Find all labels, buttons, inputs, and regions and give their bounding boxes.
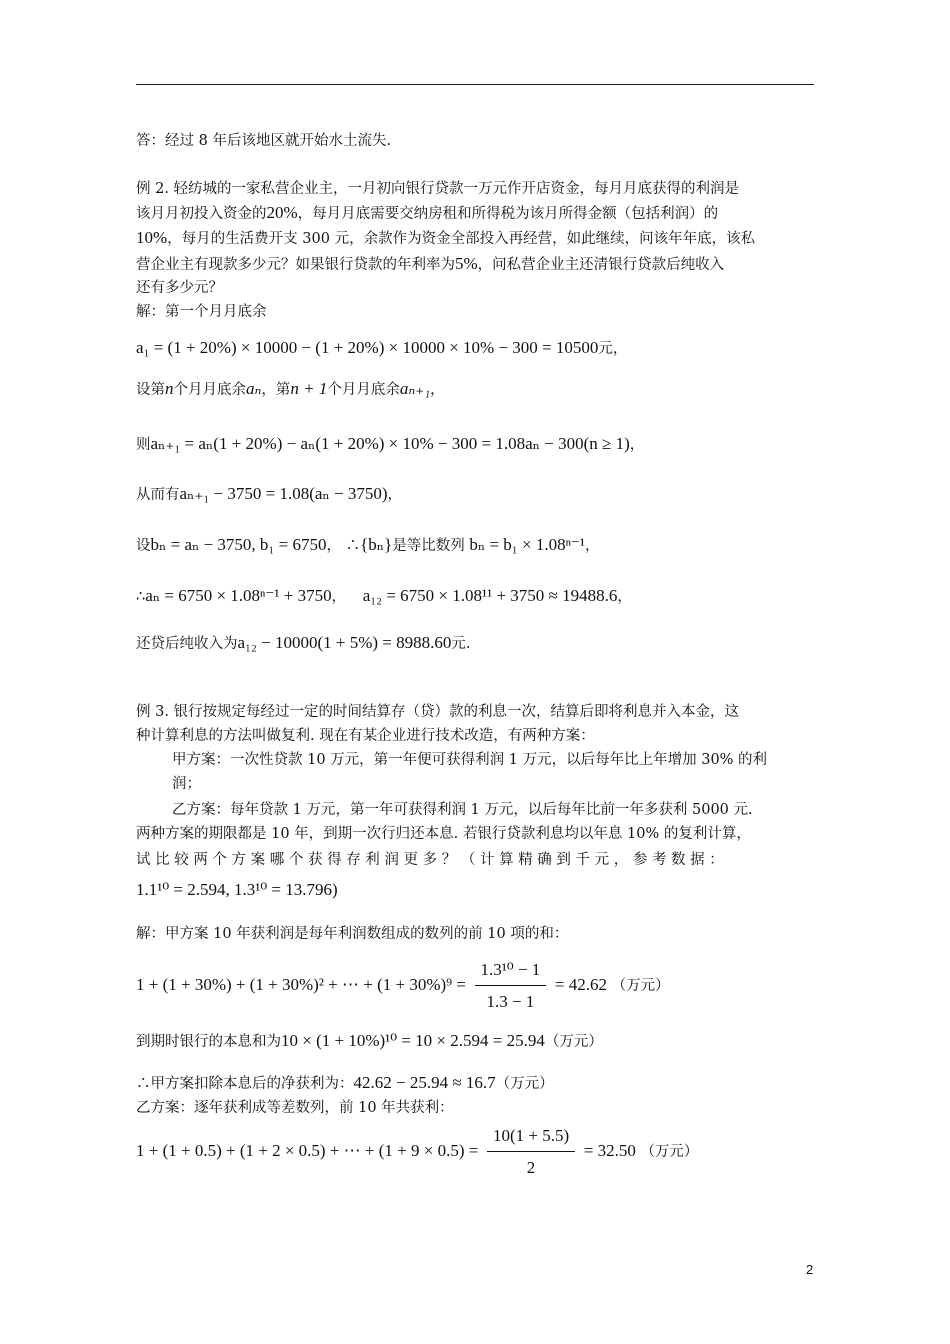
ex3-plan-a-2: 润； [172,776,201,792]
eq-interest: 10 × (1 + 10%)¹⁰ = 10 × 2.594 = 25.94 [281,1031,545,1050]
header-rule [136,84,814,85]
eq-a12: a₁₂ = 6750 × 1.08¹¹ + 3750 ≈ 19488.6 [362,586,618,605]
ex3-net-a-line: ∴甲方案扣除本息后的净获利为：42.62 − 25.94 ≈ 16.7（万元） [136,1073,554,1092]
answer-line: 答：经过 8 年后该地区就开始水土流失. [136,133,392,149]
ex3-plan-b-2: 乙方案：逐年获利成等差数列，前 10 年共获利： [136,1100,454,1116]
eq-bn-formula: bₙ = b₁ × 1.08ⁿ⁻¹ [469,535,585,554]
ex2-eq1-line: a₁ = (1 + 20%) × 10000 − (1 + 20%) × 10000 × 10% − 300 = 10500元， [136,338,628,357]
ex3-line-1: 例 3. 银行按规定每经过一定的时间结算存（贷）款的利息一次，结算后即将利息并入本金，这 [136,704,740,720]
eq-bn-def: bₙ = aₙ − 3750, b₁ = 6750 [150,535,327,554]
ex2-transform-line: 从而有aₙ₊₁ − 3750 = 1.08(aₙ − 3750)， [136,484,403,503]
page-number: 2 [806,1262,814,1277]
ex2-line-4: 营企业主有现款多少元？如果银行贷款的年利率为5%，问私营企业主还清银行贷款后纯收入 [136,254,725,273]
eq-a1: a₁ = (1 + 20%) × 10000 − (1 + 20%) × 10000 × 10% − 300 = 10500 [136,338,599,357]
pct-5: 5% [455,254,478,273]
ex3-interest-line: 到期时银行的本息和为10 × (1 + 10%)¹⁰ = 10 × 2.594 = 25.94（万元） [136,1031,603,1050]
ex2-solution-intro: 解：第一个月月底余 [136,304,267,320]
ex2-line-1: 例 2. 轻纺城的一家私营企业主，一月初向银行贷款一万元作开店资金，每月月底获得的利润是 [136,181,740,197]
ex3-plan-a-1: 甲方案：一次性贷款 10 万元，第一年便可获得利润 1 万元，以后每年比上年增加 30% 的利 [172,752,768,768]
ex2-bn-line: 设bₙ = aₙ − 3750, b₁ = 6750， ∴{bₙ}是等比数列 bₙ = b₁ × 1.08ⁿ⁻¹， [136,535,600,554]
ex2-line-5: 还有多少元？ [136,280,223,296]
eq-net-a: 42.62 − 25.94 ≈ 16.7 [353,1073,496,1092]
ex3-sum-a-line: 1 + (1 + 30%) + (1 + 30%)² + ⋯ + (1 + 30%)⁹ = $\frac{\text{1.3¹⁰ − 1}}{1.3 - 1}$ = 42.62 （万元） [136,958,670,1014]
sum-a-fraction: $\frac{\text{1.3¹⁰ − 1}}{1.3 - 1}$ [475,958,547,1014]
eq-an-formula: aₙ = 6750 × 1.08ⁿ⁻¹ + 3750 [145,586,332,605]
ex3-line-4: 试 比 较 两 个 方 案 哪 个 获 得 存 利 润 更 多 ？ （ 计 算 精 确 到 千 元 ， 参 考 数 据 ： [136,852,724,868]
ex2-line-3: 10%，每月的生活费开支 300 元，余款作为资金全部投入再经营，如此继续，问该年年底，该私 [136,228,756,247]
ex2-define-line: 设第n个月月底余aₙ，第n + 1个月月底余aₙ₊₁， [136,379,445,398]
ex3-reference-data: 1.1¹⁰ = 2.594, 1.3¹⁰ = 13.796) [136,880,338,899]
ex3-solution-a: 解：甲方案 10 年获利润是每年利润数组成的数列的前 10 项的和： [136,926,569,942]
ex2-an-line: ∴aₙ = 6750 × 1.08ⁿ⁻¹ + 3750， a₁₂ = 6750 × 1.08¹¹ + 3750 ≈ 19488.6， [136,586,632,605]
eq-net-income: a₁₂ − 10000(1 + 5%) = 8988.60 [237,633,452,652]
ex3-sum-b-line: 1 + (1 + 0.5) + (1 + 2 × 0.5) + ⋯ + (1 + 9 × 0.5) = $\frac{10(1 + 5.5)}{2}$ = 32.50 （万元） [136,1124,698,1180]
pct-20: 20% [266,203,298,222]
ex2-line-2: 该月月初投入资金的20%，每月月底需要交纳房租和所得税为该月所得金额（包括利润）的 [136,203,719,222]
ex2-recurrence-line: 则aₙ₊₁ = aₙ(1 + 20%) − aₙ(1 + 20%) × 10% − 300 = 1.08aₙ − 300(n ≥ 1)， [136,434,645,453]
ex2-repay-line: 还贷后纯收入为a₁₂ − 10000(1 + 5%) = 8988.60元. [136,633,471,652]
eq-transform: aₙ₊₁ − 3750 = 1.08(aₙ − 3750) [179,484,388,503]
eq-recurrence: aₙ₊₁ = aₙ(1 + 20%) − aₙ(1 + 20%) × 10% − 300 = 1.08aₙ − 300(n ≥ 1) [150,434,630,453]
ex3-line-2: 种计算利息的方法叫做复利. 现在有某企业进行技术改造，有两种方案： [136,728,595,744]
sum-b-fraction: $\frac{10(1 + 5.5)}{2}$ [487,1124,575,1180]
ex3-plan-b-1: 乙方案：每年贷款 1 万元，第一年可获得利润 1 万元，以后每年比前一年多获利 5000 元. [172,802,753,818]
ex3-line-3: 两种方案的期限都是 10 年，到期一次行归还本息. 若银行贷款利息均以年息 10% 的复利计算， [136,826,751,842]
pct-10: 10% [136,228,168,247]
